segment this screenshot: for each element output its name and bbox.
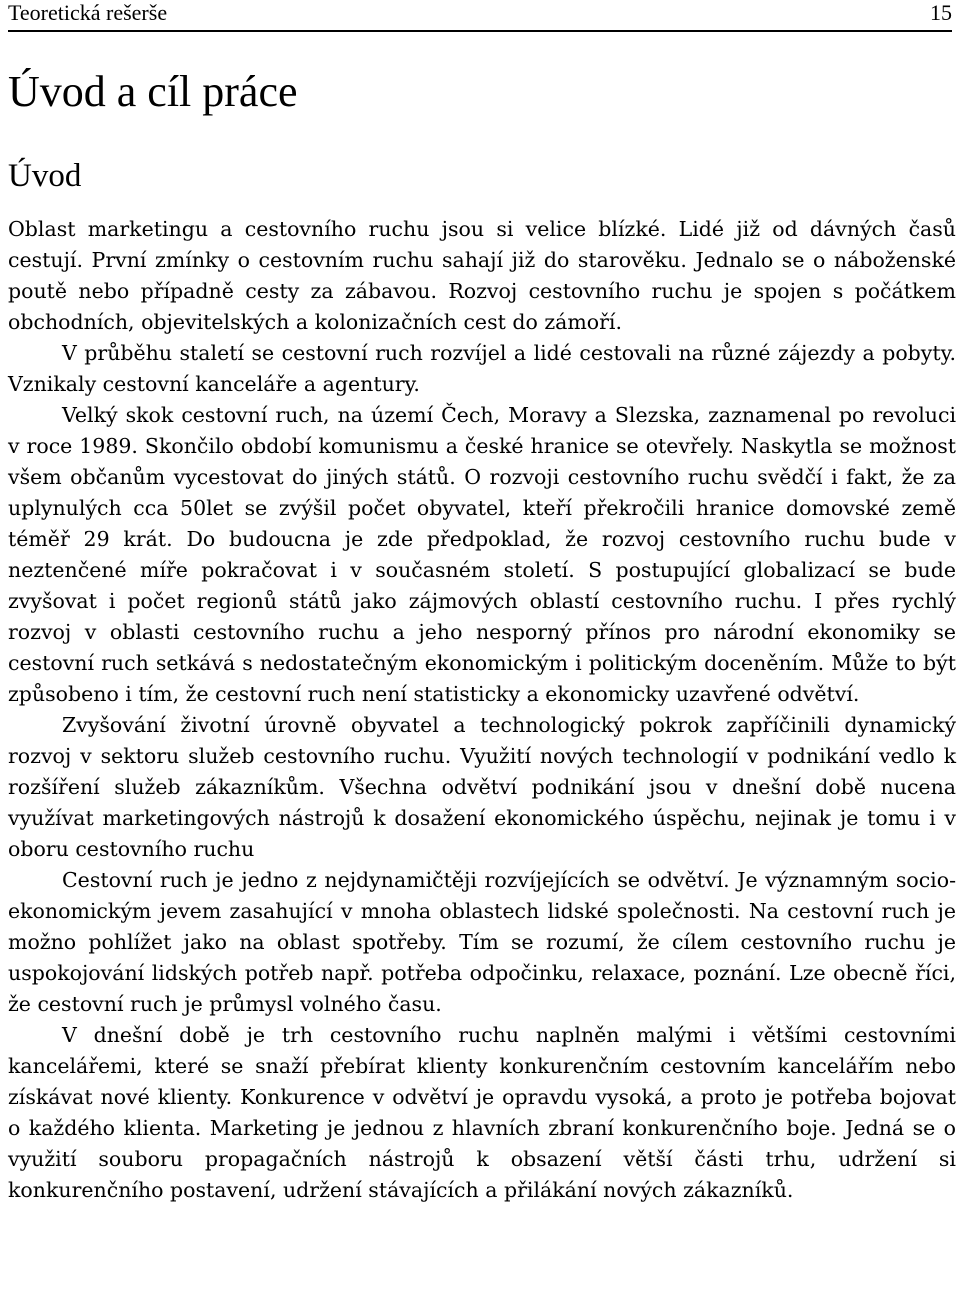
running-title: Teoretická rešerše: [8, 0, 168, 25]
page-number: 15: [930, 0, 952, 25]
paragraph-4: Zvyšování životní úrovně obyvatel a technologický pokrok zapříčinili dynamický rozvoj v sektoru služeb cestovního ruchu. Využití nových technologií v podnikání vedlo k rozšíření služeb zákazníkům. Všechna odvětví podnikání jsou v dnešní době nucena využívat marketingových nástrojů k dosažení ekonomického úspěchu, nejinak je tomu i v oboru cestovního ruchu: [8, 713, 956, 861]
paragraph-6: V dnešní době je trh cestovního ruchu naplněn malými i většími cestovními kancelářemi, které se snaží přebírat klienty konkurenčním cestovním kancelářím nebo získávat nové klienty. Konkurence v odvětví je opravdu vysoká, a proto je potřeba bojovat o každého klienta. Marketing je jednou z hlavních zbraní konkurenčního boje. Jedná se o využití souboru propagačních nástrojů k obsazení větší části trhu, udržení si konkurenčního postavení, udržení stávajících a přilákání nových zákazníků.: [8, 1023, 956, 1202]
paragraph-1: Oblast marketingu a cestovního ruchu jsou si velice blízké. Lidé již od dávných časů cestují. První zmínky o cestovním ruchu sahají již do starověku. Jednalo se o náboženské poutě nebo případně cesty za zábavou. Rozvoj cestovního ruchu je spojen s počátkem obchodních, objevitelských a kolonizačních cest do zámoří.: [8, 217, 956, 334]
chapter-title: Úvod a cíl práce: [8, 67, 298, 116]
paragraph-3: Velký skok cestovní ruch, na území Čech, Moravy a Slezska, zaznamenal po revoluci v roce 1989. Skončilo období komunismu a české hranice se otevřely. Naskytla se možnost všem občanům vycestovat do jiných států. O rozvoji cestovního ruchu svědčí i fakt, že za uplynulých cca 50let se zvýšil počet obyvatel, kteří překročili hranice domovské země téměř 29 krát. Do budoucna je zde předpoklad, že rozvoj cestovního ruchu bude v neztenčené míře pokračovat i v současném století. S postupující globalizací se bude zvyšovat i počet regionů států jako zájmových oblastí cestovního ruchu. I přes rychlý rozvoj v oblasti cestovního ruchu a jeho nesporný přínos pro národní ekonomiky se cestovní ruch setkává s nedostatečným ekonomickým i politickým doceněním. Může to být způsobeno i tím, že cestovní ruch není statisticky a ekonomicky uzavřené odvětví.: [8, 403, 956, 706]
running-header: [8, 0, 952, 32]
body-text: [8, 214, 956, 1206]
paragraph-5: Cestovní ruch je jedno z nejdynamičtěji rozvíjejících se odvětví. Je významným socio-ekonomickým jevem zasahující v mnoha oblastech lidské společnosti. Na cestovní ruch je možno pohlížet jako na oblast spotřeby. Tím se rozumí, že cílem cestovního ruchu je uspokojování lidských potřeb např. potřeba odpočinku, relaxace, poznání. Lze obecně říci, že cestovní ruch je průmysl volného času.: [8, 868, 956, 1016]
paragraph-2: V průběhu staletí se cestovní ruch rozvíjel a lidé cestovali na různé zájezdy a pobyty. Vznikaly cestovní kanceláře a agentury.: [8, 341, 956, 396]
section-title: Úvod: [8, 158, 82, 194]
